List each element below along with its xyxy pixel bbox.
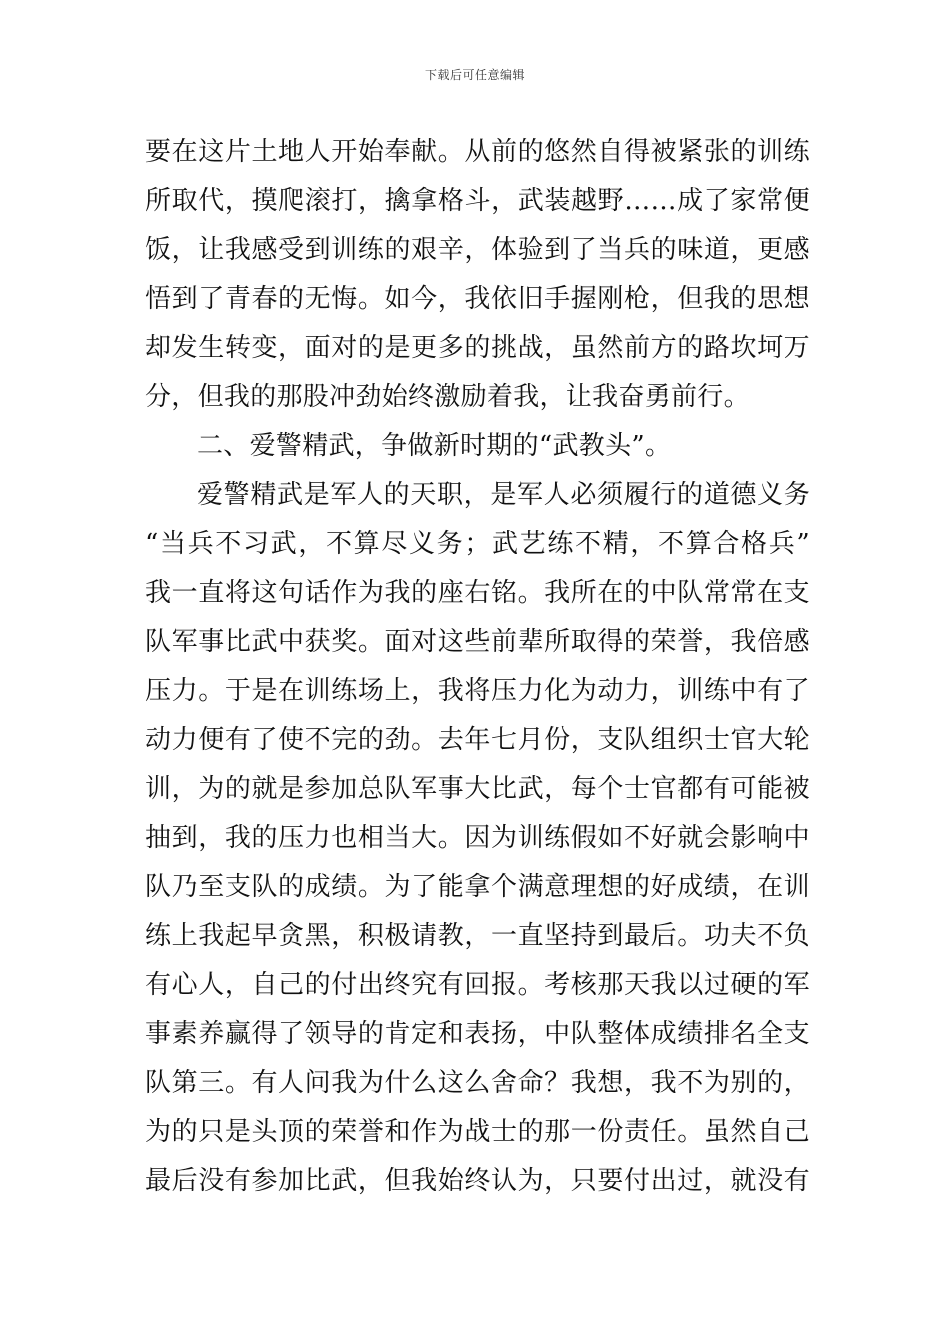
text-line: 练上我起早贪黑，积极请教，一直坚持到最后。功夫不负 [145, 921, 810, 951]
text-line: 动力便有了使不完的劲。去年七月份，支队组织士官大轮 [145, 725, 810, 755]
text-line: 事素养赢得了领导的肯定和表扬，中队整体成绩排名全支 [145, 1019, 810, 1049]
text-line: 最后没有参加比武，但我始终认为，只要付出过，就没有 [145, 1166, 810, 1196]
text-line: 却发生转变，面对的是更多的挑战，虽然前方的路坎坷万 [145, 333, 810, 363]
header-note: 下载后可任意编辑 [424, 68, 525, 82]
text-line: 抽到，我的压力也相当大。因为训练假如不好就会影响中 [145, 823, 810, 853]
text-line: 压力。于是在训练场上，我将压力化为动力，训练中有了 [145, 676, 810, 706]
text-line: 我一直将这句话作为我的座右铭。我所在的中队常常在支 [145, 578, 810, 608]
text-line: 队第三。有人问我为什么这么舍命？我想，我不为别的， [145, 1068, 810, 1098]
text-line: 所取代，摸爬滚打，擒拿格斗，武装越野……成了家常便 [145, 186, 810, 216]
text-line: 队乃至支队的成绩。为了能拿个满意理想的好成绩，在训 [145, 872, 810, 902]
text-line: 队军事比武中获奖。面对这些前辈所取得的荣誉，我倍感 [145, 627, 810, 657]
text-line: 为的只是头顶的荣誉和作为战士的那一份责任。虽然自己 [145, 1117, 810, 1147]
text-line: 分，但我的那股冲劲始终激励着我，让我奋勇前行。 [145, 382, 750, 412]
text-line: 悟到了青春的无悔。如今，我依旧手握刚枪，但我的思想 [145, 284, 810, 314]
text-line: 饭，让我感受到训练的艰辛，体验到了当兵的味道，更感 [145, 235, 810, 265]
text-line: “当兵不习武，不算尽义务；武艺练不精，不算合格兵” [145, 529, 810, 559]
text-line: 训，为的就是参加总队军事大比武，每个士官都有可能被 [145, 774, 810, 804]
text-line: 爱警精武是军人的天职，是军人必须履行的道德义务 [197, 480, 810, 510]
body-text [145, 128, 810, 1206]
text-line: 要在这片土地人开始奉献。从前的悠然自得被紧张的训练 [145, 137, 810, 167]
section-heading: 二、爱警精武，争做新时期的“武教头”。 [197, 431, 672, 461]
text-line: 有心人，自己的付出终究有回报。考核那天我以过硬的军 [145, 970, 810, 1000]
